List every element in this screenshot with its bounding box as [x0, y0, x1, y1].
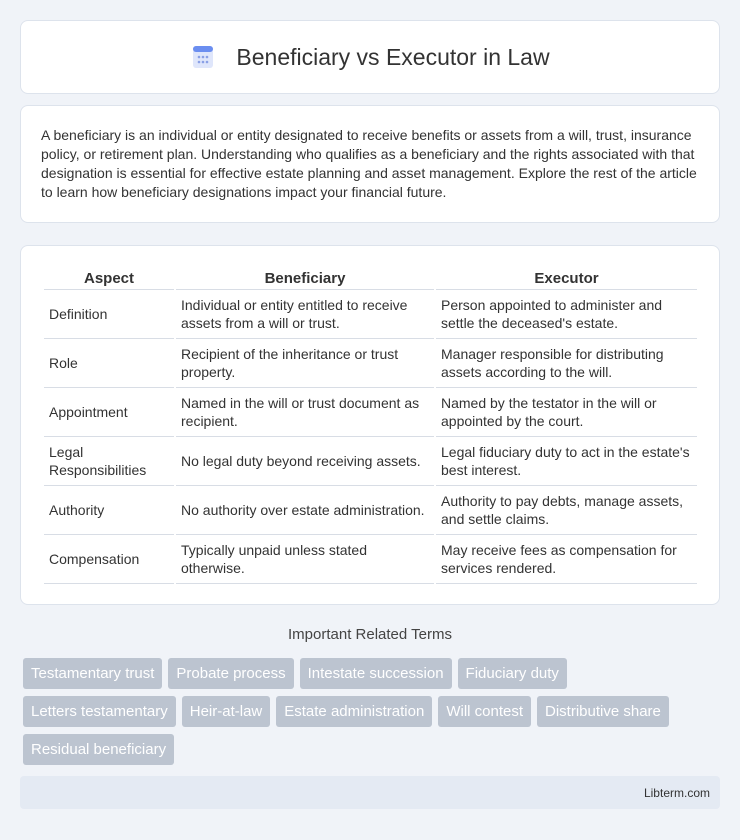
term-tag[interactable]: Intestate succession	[300, 658, 452, 689]
footer	[20, 776, 720, 809]
term-tag[interactable]: Letters testamentary	[23, 696, 176, 727]
table-row	[44, 290, 697, 339]
table-row	[44, 388, 697, 437]
table-row	[44, 486, 697, 535]
related-terms-title: Important Related Terms	[288, 626, 452, 643]
table-row	[44, 339, 697, 388]
term-tag[interactable]: Distributive share	[537, 696, 669, 727]
beneficiary-cell: Named in the will or trust document as recipient.	[176, 388, 434, 437]
beneficiary-cell: Individual or entity entitled to receive assets from a will or trust.	[176, 290, 434, 339]
aspect-cell: Compensation	[44, 535, 174, 584]
term-tag[interactable]: Estate administration	[276, 696, 432, 727]
footer-site-link[interactable]: Libterm.com	[643, 785, 710, 800]
executor-cell: Legal fiduciary duty to act in the estate's best interest.	[436, 437, 697, 486]
executor-cell: Authority to pay debts, manage assets, and settle claims.	[436, 486, 697, 535]
table-row	[44, 437, 697, 486]
beneficiary-cell: No authority over estate administration.	[176, 486, 434, 535]
beneficiary-cell: No legal duty beyond receiving assets.	[176, 437, 434, 486]
term-tag[interactable]: Testamentary trust	[23, 658, 162, 689]
table-header-row	[44, 266, 697, 290]
intro-card	[20, 105, 720, 223]
term-tag[interactable]: Heir-at-law	[182, 696, 271, 727]
aspect-cell: Legal Responsibilities	[44, 437, 174, 486]
term-tag[interactable]: Probate process	[168, 658, 293, 689]
table-row	[44, 535, 697, 584]
comparison-table	[42, 266, 699, 584]
executor-cell: Manager responsible for distributing assets according to the will.	[436, 339, 697, 388]
header-card	[20, 20, 720, 94]
aspect-cell: Role	[44, 339, 174, 388]
document-icon	[190, 44, 216, 70]
aspect-cell: Authority	[44, 486, 174, 535]
related-terms-list	[23, 658, 723, 772]
intro-text: A beneficiary is an individual or entity designated to receive benefits or assets from a will, trust, insurance policy, or retirement plan. Understanding who qualifies as a beneficiary and the rights associated with that designation is essential for effective estate planning and asset management. Explore the rest of the article to learn how beneficiary designations impact your financial future.	[41, 127, 697, 200]
beneficiary-cell: Recipient of the inheritance or trust property.	[176, 339, 434, 388]
page-title: Beneficiary vs Executor in Law	[236, 43, 550, 70]
aspect-cell: Appointment	[44, 388, 174, 437]
term-tag[interactable]: Will contest	[438, 696, 531, 727]
term-tag[interactable]: Fiduciary duty	[458, 658, 567, 689]
executor-cell: May receive fees as compensation for services rendered.	[436, 535, 697, 584]
term-tag[interactable]: Residual beneficiary	[23, 734, 174, 765]
comparison-card	[20, 245, 720, 605]
executor-cell: Person appointed to administer and settle the deceased's estate.	[436, 290, 697, 339]
beneficiary-cell: Typically unpaid unless stated otherwise.	[176, 535, 434, 584]
column-header-beneficiary: Beneficiary	[176, 266, 434, 290]
column-header-aspect: Aspect	[44, 266, 174, 290]
executor-cell: Named by the testator in the will or appointed by the court.	[436, 388, 697, 437]
column-header-executor: Executor	[436, 266, 697, 290]
aspect-cell: Definition	[44, 290, 174, 339]
